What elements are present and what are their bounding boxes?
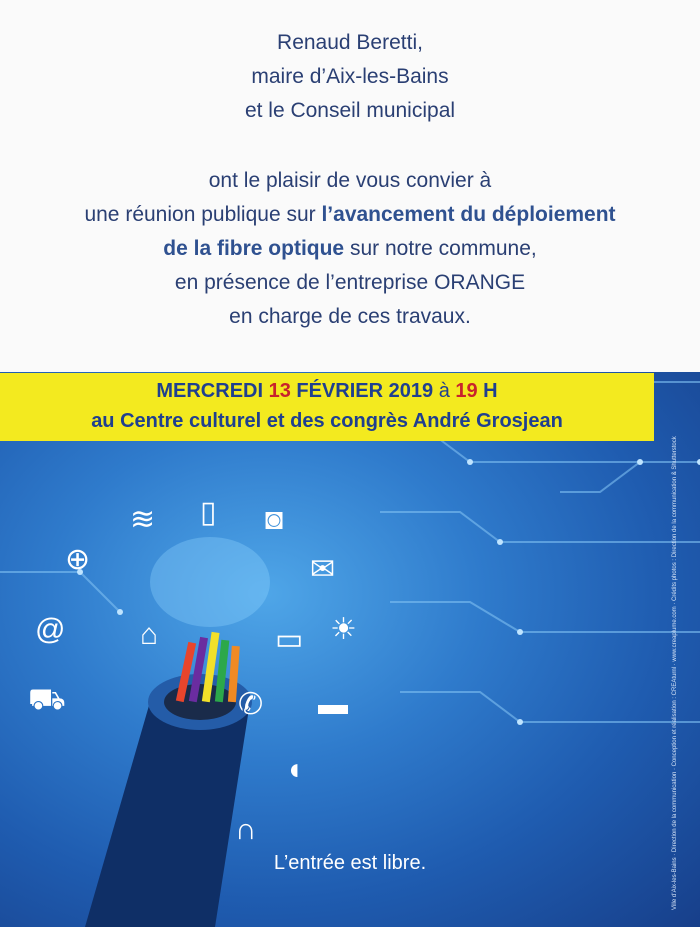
intro-line-1: Renaud Beretti, xyxy=(277,31,423,54)
event-date xyxy=(0,380,654,403)
intro-text xyxy=(0,26,700,334)
camera-icon: ◙ xyxy=(265,503,284,536)
event-a: à xyxy=(438,380,456,402)
laptop-icon: ▬ xyxy=(318,688,348,721)
home-icon: ⌂ xyxy=(140,618,159,651)
spacer xyxy=(0,128,700,164)
event-month-year: FÉVRIER 2019 xyxy=(290,380,439,402)
intro-line-8: en charge de ces travaux. xyxy=(229,305,471,328)
event-venue: au Centre culturel et des congrès André Grosjean xyxy=(91,410,563,432)
headphones-icon: ∩ xyxy=(235,813,257,846)
shopping-cart-icon: ⛟ xyxy=(28,683,66,716)
intro-line-3: et le Conseil municipal xyxy=(244,99,456,122)
wifi-icon: ≋ xyxy=(130,503,156,536)
tablet-touch-icon: ▯ xyxy=(200,496,217,529)
event-day-number: 13 xyxy=(268,380,291,402)
chat-icon: ✉ xyxy=(310,553,336,586)
circuit-lines xyxy=(0,372,700,927)
illustration-background xyxy=(0,372,700,927)
intro-line-5 xyxy=(0,198,700,232)
intro-line-6-bold: de la fibre optique xyxy=(163,237,345,260)
intro-line-7: en présence de l’entreprise ORANGE xyxy=(174,271,526,294)
event-day: MERCREDI xyxy=(156,380,269,402)
at-icon: @ xyxy=(35,613,66,646)
event-hour: 19 xyxy=(455,380,478,402)
smartphone-icon: ▭ xyxy=(275,623,304,656)
intro-line-2: maire d’Aix-les-Bains xyxy=(251,65,449,88)
mouse-icon: ◖ xyxy=(285,753,304,786)
intro-line-5-bold: l’avancement du déploiement xyxy=(321,203,616,226)
intro-line-5-pre: une réunion publique sur xyxy=(84,203,322,226)
credits-text: Ville d’Aix-les-Bains · Direction de la communication · Conception et réalisation : CREAturnl · www.creaplume.com · Crédits photos : Direction de la communication & Shutterstock xyxy=(672,436,678,910)
free-entry-text: L’entrée est libre. xyxy=(273,852,427,874)
intro-line-6-post: sur notre commune, xyxy=(344,237,537,260)
event-h: H xyxy=(477,380,498,402)
lightbulb-icon: ☀ xyxy=(330,613,357,646)
intro-line-4: ont le plaisir de vous convier à xyxy=(208,169,492,192)
globe-cursor-icon: ⊕ xyxy=(65,543,91,576)
intro-line-6 xyxy=(0,232,700,266)
phone-icon: ✆ xyxy=(238,688,264,721)
